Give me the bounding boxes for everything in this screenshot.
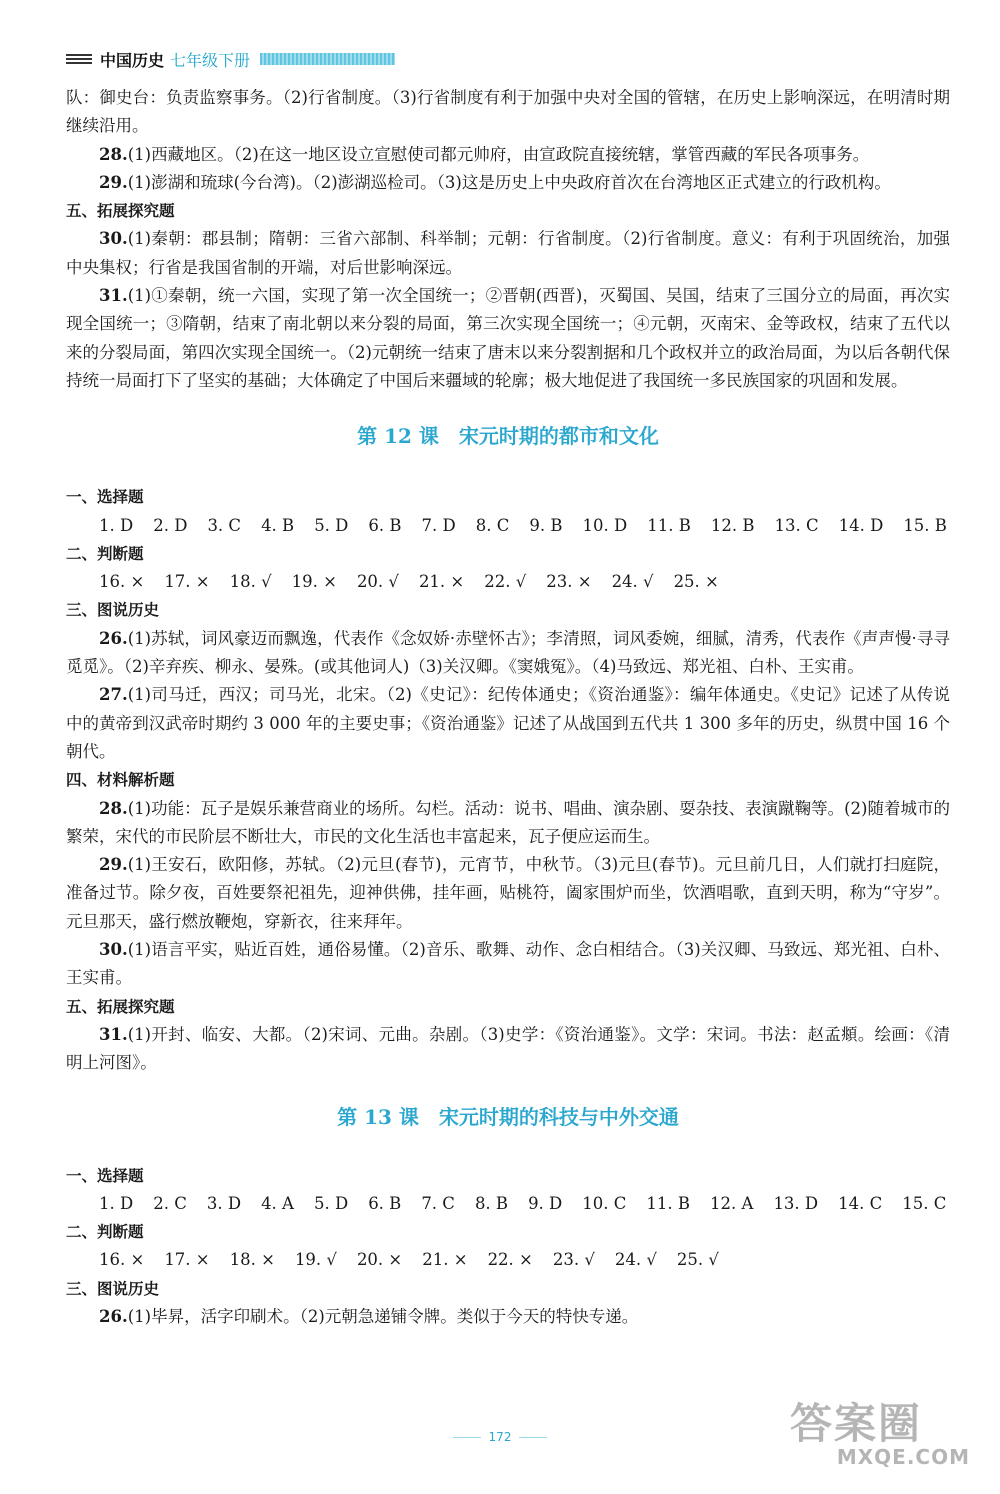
question-number: 31. xyxy=(99,286,128,306)
header-decoration xyxy=(66,54,92,64)
answer-item: 24. √ xyxy=(611,572,654,592)
answer-26 xyxy=(66,1303,950,1331)
answer-text: (1)王安石，欧阳修，苏轼。（2)元旦(春节)，元宵节，中秋节。（3)元旦(春节)。元旦前几日，人们就打扫庭院，准备过节。除夕夜，百姓要祭祀祖先，迎神供佛，挂年画，贴桃符，阖家围炉而坐，饮酒唱歌，直到天明，称为“守岁”。元旦那天，盛行燃放鞭炮，穿新衣，往来拜年。 xyxy=(66,855,950,931)
answer-item: 8. C xyxy=(475,515,510,535)
answer-item: 2. C xyxy=(153,1193,187,1213)
answer-item: 18. √ xyxy=(229,572,272,592)
answer-31 xyxy=(66,1021,950,1078)
answer-item: 14. D xyxy=(838,515,884,535)
answer-item: 17. × xyxy=(164,572,210,592)
answer-30 xyxy=(66,225,950,282)
answer-item: 25. √ xyxy=(676,1250,719,1270)
section-heading: 三、图说历史 xyxy=(66,601,160,620)
answer-item: 11. B xyxy=(647,515,691,535)
watermark-text: 答案圈 xyxy=(790,1399,923,1448)
answer-item: 9. D xyxy=(528,1193,563,1213)
answer-item: 9. B xyxy=(529,515,563,535)
answer-item: 16. × xyxy=(99,1250,145,1270)
section-heading: 二、判断题 xyxy=(66,1223,144,1242)
lesson-title: 第 12 课 宋元时期的都市和文化 xyxy=(357,424,659,449)
answer-item: 21. × xyxy=(422,1250,468,1270)
question-number: 31. xyxy=(99,1024,128,1044)
answer-item: 10. D xyxy=(582,515,628,535)
watermark-logo xyxy=(790,1399,970,1472)
question-number: 26. xyxy=(99,628,128,648)
question-number: 28. xyxy=(99,798,128,818)
answer-item: 19. √ xyxy=(294,1250,337,1270)
answer-item: 2. D xyxy=(153,515,188,535)
page-number: 172 xyxy=(0,1430,1000,1444)
choice-answers xyxy=(66,512,950,540)
answer-item: 13. D xyxy=(773,1193,819,1213)
answer-item: 3. C xyxy=(207,515,242,535)
answer-item: 15. C xyxy=(902,1193,947,1213)
answer-item: 10. C xyxy=(582,1193,627,1213)
answer-28 xyxy=(66,141,950,169)
answer-item: 16. × xyxy=(99,572,145,592)
answer-text: (1)①秦朝，统一六国，实现了第一次全国统一；②晋朝(西晋)，灭蜀国、吴国，结束了三国分立的局面，再次实现全国统一；③隋朝，结束了南北朝以来分裂的局面，第三次实现全国统一；④元朝，灭南宋、金等政权，结束了五代以来的分裂局面，第四次实现全国统一。（2)元朝统一结束了唐末以来分裂割据和几个政权并立的政治局面，为以后各朝代保持统一局面打下了坚实的基础；大体确定了中国后来疆域的轮廓；极大地促进了我国统一多民族国家的巩固和发展。 xyxy=(66,286,950,390)
answer-item: 25. × xyxy=(673,572,719,592)
question-number: 26. xyxy=(99,1306,128,1326)
choice-answers xyxy=(66,1190,950,1218)
question-number: 29. xyxy=(99,855,128,875)
answer-item: 20. √ xyxy=(356,572,399,592)
answer-item: 23. √ xyxy=(552,1250,595,1270)
answer-30 xyxy=(66,936,950,993)
continued-answer: 队：御史台：负责监察事务。（2)行省制度。（3)行省制度有利于加强中央对全国的管辖，在历史上影响深远，在明清时期继续沿用。 xyxy=(66,88,950,136)
answer-text: (1)西藏地区。（2)在这一地区设立宣慰使司都元帅府，由宣政院直接统辖，掌管西藏的军民各项事务。 xyxy=(127,144,870,164)
answer-item: 20. × xyxy=(356,1250,403,1270)
question-number: 28. xyxy=(99,144,128,164)
book-title: 中国历史 xyxy=(100,50,165,70)
answer-text: (1)开封、临安、大都。（2)宋词、元曲。杂剧。（3)史学：《资治通鉴》。文学：宋词。书法：赵孟頫。绘画：《清明上河图》。 xyxy=(66,1024,950,1073)
grade-label: 七年级下册 xyxy=(170,50,251,70)
answer-text: (1)苏轼，词风豪迈而飘逸，代表作《念奴娇·赤壁怀古》；李清照，词风委婉，细腻，清秀，代表作《声声慢·寻寻觅觅》。（2)辛弃疾、柳永、晏殊。(或其他词人)（3)关汉卿。《窦娥冤》。（4)马致远、郑光祖、白朴、王实甫。 xyxy=(66,628,950,677)
answer-text: (1)毕昇，活字印刷术。（2)元朝急递铺令牌。类似于今天的特快专递。 xyxy=(127,1306,639,1326)
answer-text: (1)功能：瓦子是娱乐兼营商业的场所。勾栏。活动：说书、唱曲、演杂剧、耍杂技、表演蹴鞠等。(2)随着城市的繁荣，宋代的市民阶层不断壮大，市民的文化生活也丰富起来，瓦子便应运而生。 xyxy=(66,798,950,846)
answer-29 xyxy=(66,851,950,936)
answer-text: (1)澎湖和琉球(今台湾)。（2)澎湖巡检司。（3)这是历史上中央政府首次在台湾地区正式建立的行政机构。 xyxy=(127,172,891,192)
answer-text: (1)语言平实，贴近百姓，通俗易懂。（2)音乐、歌舞、动作、念白相结合。（3)关汉卿、马致远、郑光祖、白朴、王实甫。 xyxy=(66,940,950,988)
answer-item: 15. B xyxy=(903,515,947,535)
answer-item: 14. C xyxy=(838,1193,883,1213)
question-number: 27. xyxy=(99,685,128,705)
answer-item: 6. B xyxy=(368,1193,402,1213)
section-heading: 五、拓展探究题 xyxy=(66,202,175,221)
answer-item: 6. B xyxy=(368,515,402,535)
answer-item: 5. D xyxy=(313,1193,349,1213)
answer-item: 22. × xyxy=(487,1250,533,1270)
judge-answers xyxy=(66,1246,950,1274)
answer-item: 8. B xyxy=(474,1193,509,1213)
answer-item: 4. B xyxy=(261,515,295,535)
answer-28 xyxy=(66,795,950,852)
header-strip xyxy=(260,53,395,65)
answer-item: 21. × xyxy=(418,572,465,592)
answer-item: 1. D xyxy=(99,515,134,535)
answer-26 xyxy=(66,625,950,682)
lesson-title: 第 13 课 宋元时期的科技与中外交通 xyxy=(337,1104,679,1129)
answer-item: 22. √ xyxy=(484,572,527,592)
section-heading: 一、选择题 xyxy=(66,1166,144,1185)
answer-item: 7. C xyxy=(421,1193,455,1213)
answer-item: 7. D xyxy=(421,515,456,535)
section-heading: 五、拓展探究题 xyxy=(66,997,175,1016)
question-number: 30. xyxy=(99,229,128,249)
section-heading: 四、材料解析题 xyxy=(66,771,175,790)
question-number: 29. xyxy=(99,172,128,192)
answer-27 xyxy=(66,681,950,766)
answer-item: 12. A xyxy=(710,1193,754,1213)
answer-item: 5. D xyxy=(314,515,349,535)
answer-text: (1)司马迁，西汉；司马光，北宋。（2)《史记》：纪传体通史；《资治通鉴》：编年体通史。《史记》记述了从传说中的黄帝到汉武帝时期约 3 000 年的主要史事；《资治通鉴》记述了从战国到五代共 1 300 多年的历史，纵贯中国 16 个朝代。 xyxy=(66,685,950,761)
question-number: 30. xyxy=(99,940,128,960)
answer-item: 23. × xyxy=(546,572,592,592)
judge-answers xyxy=(66,568,950,596)
section-heading: 三、图说历史 xyxy=(66,1279,160,1298)
answer-item: 13. C xyxy=(774,515,819,535)
answer-item: 3. D xyxy=(206,1193,242,1213)
answer-item: 12. B xyxy=(710,515,755,535)
answer-item: 17. × xyxy=(164,1250,210,1270)
answer-item: 4. A xyxy=(261,1193,294,1213)
answer-29 xyxy=(66,169,950,197)
section-heading: 二、判断题 xyxy=(66,544,144,563)
page-content xyxy=(66,84,950,1331)
answer-31 xyxy=(66,282,950,395)
section-heading: 一、选择题 xyxy=(66,488,144,507)
running-header xyxy=(66,48,426,70)
answer-item: 1. D xyxy=(99,1193,134,1213)
answer-item: 18. × xyxy=(229,1250,275,1270)
watermark-url: MXQE.COM xyxy=(836,1445,970,1469)
answer-item: 19. × xyxy=(291,572,337,592)
answer-item: 24. √ xyxy=(614,1250,657,1270)
answer-item: 11. B xyxy=(646,1193,691,1213)
answer-text: (1)秦朝：郡县制；隋朝：三省六部制、科举制；元朝：行省制度。（2)行省制度。意义：有利于巩固统治，加强中央集权；行省是我国省制的开端，对后世影响深远。 xyxy=(66,229,950,277)
